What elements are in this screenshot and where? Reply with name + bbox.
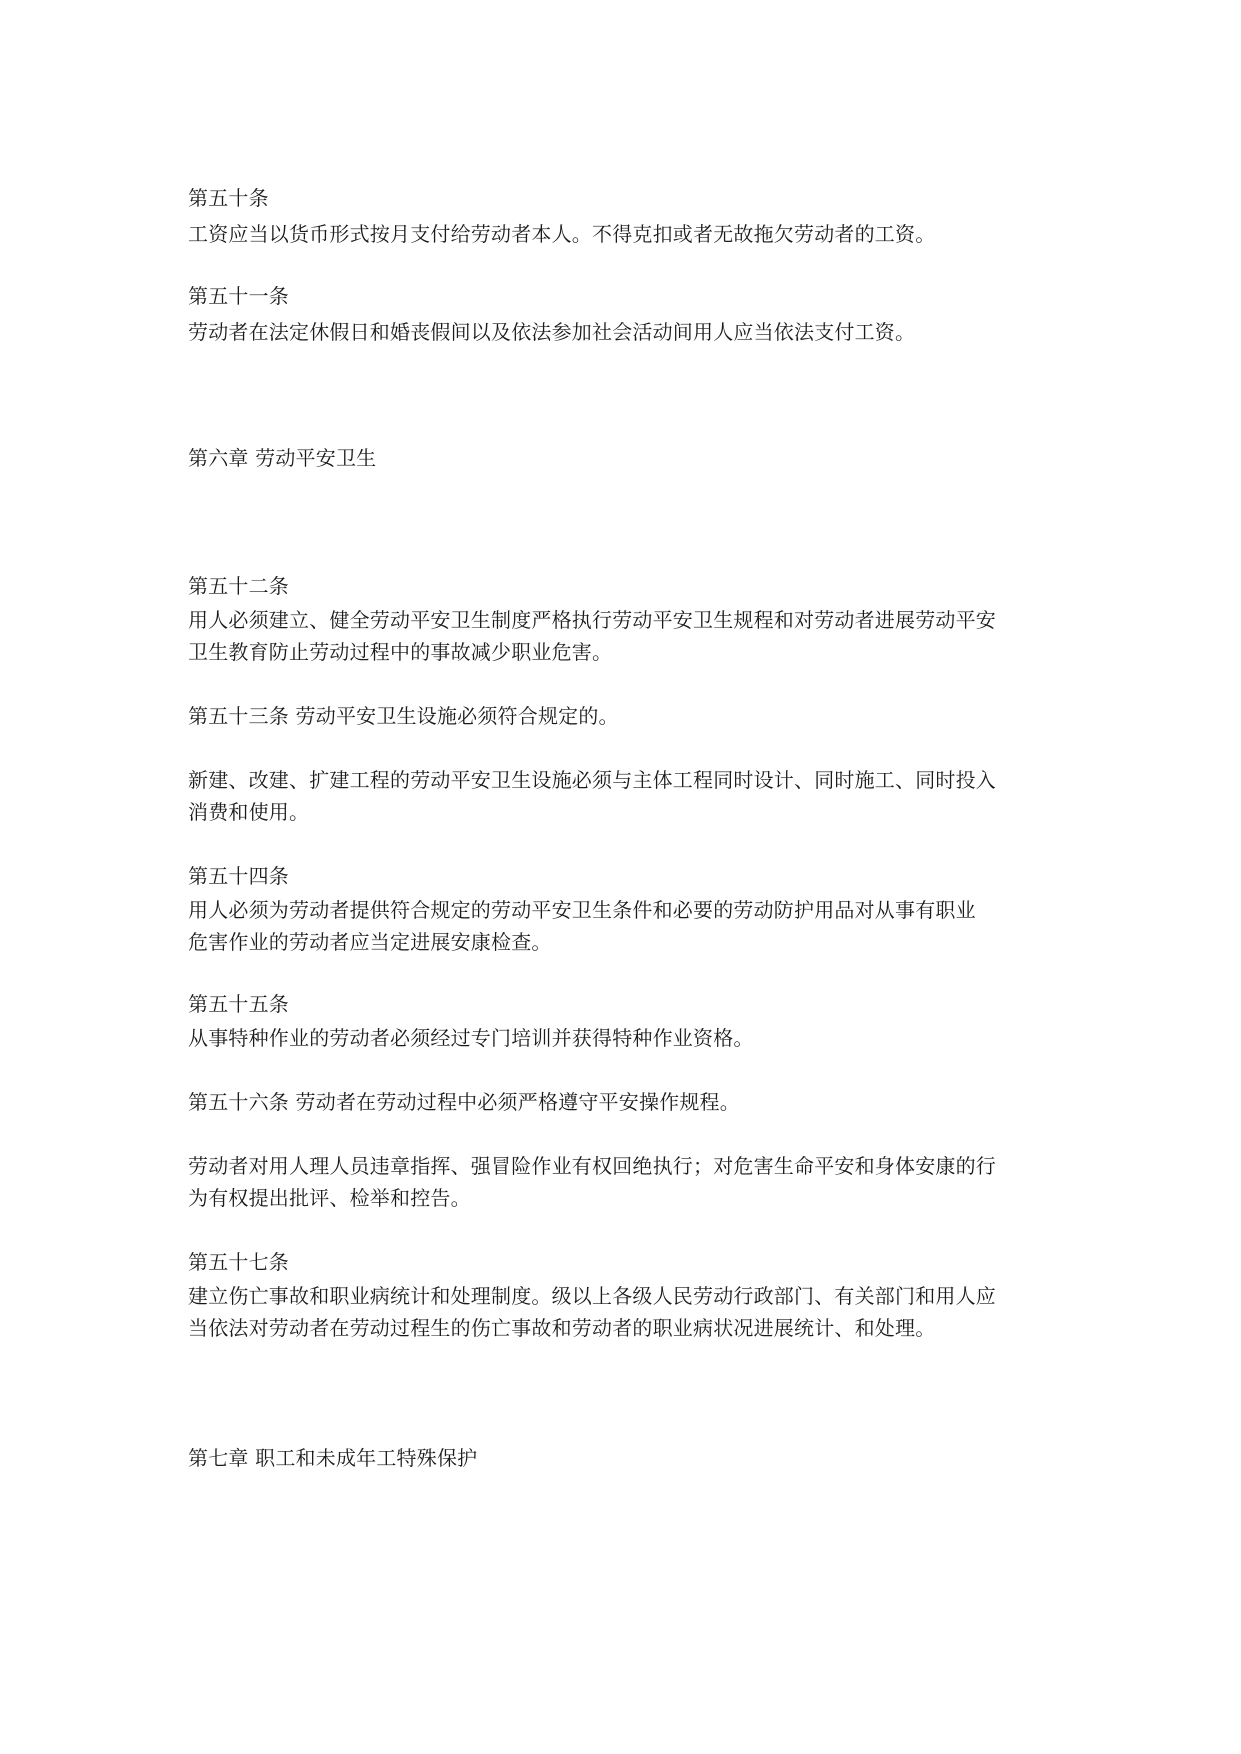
article-52-text-line-2: 卫生教育防止劳动过程中的事故减少职业危害。 [188,640,613,664]
article-57-text-line-1: 建立伤亡事故和职业病统计和处理制度。级以上各级人民劳动行政部门、有关部门和用人应 [188,1284,996,1308]
article-53-paragraph-2-line-2: 消费和使用。 [188,800,310,824]
article-55-heading: 第五十五条 [188,992,289,1016]
article-50-text: 工资应当以货币形式按月支付给劳动者本人。不得克扣或者无故拖欠劳动者的工资。 [188,222,936,246]
article-54-text-line-1: 用人必须为劳动者提供符合规定的劳动平安卫生条件和必要的劳动防护用品对从事有职业 [188,898,976,922]
article-50-heading: 第五十条 [188,186,269,210]
chapter-6-title: 第六章 劳动平安卫生 [188,446,377,470]
article-56-text: 第五十六条 劳动者在劳动过程中必须严格遵守平安操作规程。 [188,1090,740,1114]
article-56-paragraph-2-line-2: 为有权提出批评、检举和控告。 [188,1186,471,1210]
article-53-paragraph-2-line-1: 新建、改建、扩建工程的劳动平安卫生设施必须与主体工程同时设计、同时施工、同时投入 [188,768,996,792]
article-54-heading: 第五十四条 [188,864,289,888]
article-52-heading: 第五十二条 [188,574,289,598]
article-55-text: 从事特种作业的劳动者必须经过专门培训并获得特种作业资格。 [188,1026,754,1050]
article-57-heading: 第五十七条 [188,1250,289,1274]
article-52-text-line-1: 用人必须建立、健全劳动平安卫生制度严格执行劳动平安卫生规程和对劳动者进展劳动平安 [188,608,996,632]
article-56-paragraph-2-line-1: 劳动者对用人理人员违章指挥、强冒险作业有权回绝执行；对危害生命平安和身体安康的行 [188,1154,996,1178]
chapter-7-title: 第七章 职工和未成年工特殊保护 [188,1446,478,1470]
article-53-text: 第五十三条 劳动平安卫生设施必须符合规定的。 [188,704,619,728]
article-54-text-line-2: 危害作业的劳动者应当定进展安康检查。 [188,930,552,954]
article-57-text-line-2: 当依法对劳动者在劳动过程生的伤亡事故和劳动者的职业病状况进展统计、和处理。 [188,1316,936,1340]
article-51-heading: 第五十一条 [188,284,289,308]
article-51-text: 劳动者在法定休假日和婚丧假间以及依法参加社会活动间用人应当依法支付工资。 [188,320,916,344]
